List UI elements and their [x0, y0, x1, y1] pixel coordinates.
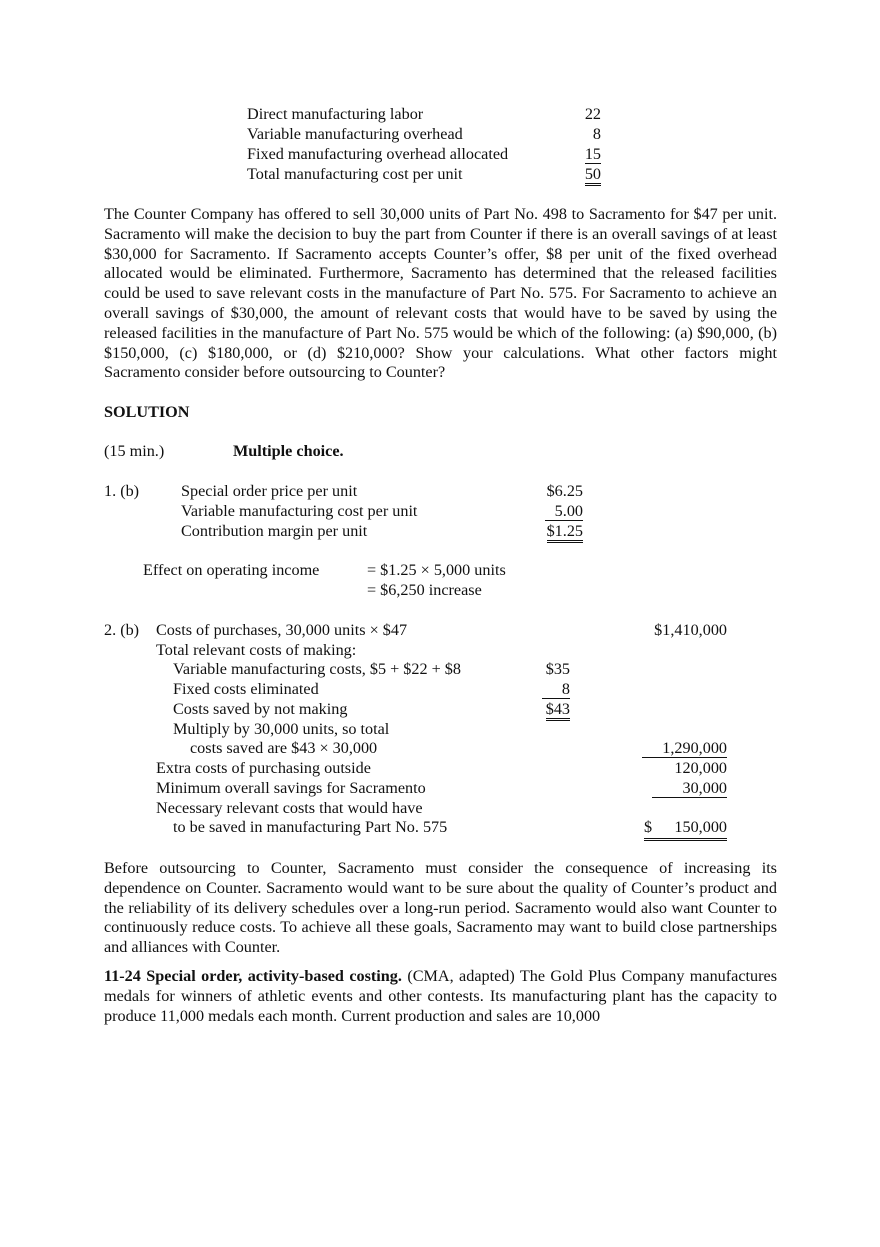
q1-label: Contribution margin per unit: [181, 522, 368, 540]
question-number: 1. (b): [104, 482, 140, 500]
necessary-label-1: Necessary relevant costs that would have: [156, 799, 423, 817]
cost-total-underlined: 50: [585, 165, 601, 186]
cost-label: Total manufacturing cost per unit: [247, 165, 463, 183]
cost-value: 22: [584, 105, 601, 123]
effect-line-1: = $1.25 × 5,000 units: [367, 561, 506, 579]
q1-total-underlined: $1.25: [547, 522, 583, 543]
necessary-label-2: to be saved in manufacturing Part No. 575: [173, 818, 448, 836]
extra-label: Extra costs of purchasing outside: [156, 759, 371, 777]
saved-value: [520, 700, 570, 720]
purchase-label: Costs of purchases, 30,000 units × $47: [156, 621, 408, 639]
multiply-value-underlined: 1,290,000: [642, 739, 727, 758]
multiply-label-1: Multiply by 30,000 units, so total: [173, 720, 390, 738]
fixed-value: [520, 680, 570, 700]
cost-value: [560, 145, 601, 165]
multiply-label-2: costs saved are $43 × 30,000: [190, 739, 378, 757]
fixed-value-underlined: 8: [542, 680, 570, 699]
conclusion-paragraph: Before outsourcing to Counter, Sacramento must consider the consequence of increasing its dependence on Counter. Sacramento would want to be sure about the quality of Counter’s product and the reliability of its delivery schedules over a long-run period. Sacramento would also want Counter to continuously reduce costs. To achieve all these goals, Sacramento may want to build close partnerships and alliances with Counter.: [104, 859, 777, 957]
min-savings-value: [620, 779, 727, 799]
variable-value: $35: [545, 660, 570, 678]
saved-label: Costs saved by not making: [173, 700, 348, 718]
min-savings-label: Minimum overall savings for Sacramento: [156, 779, 426, 797]
purchase-value: $1,410,000: [654, 621, 727, 639]
relevant-label: Total relevant costs of making:: [156, 641, 357, 659]
effect-line-2: = $6,250 increase: [367, 581, 482, 599]
next-problem-paragraph: [104, 967, 777, 1026]
cost-label: Fixed manufacturing overhead allocated: [247, 145, 509, 163]
extra-value: 120,000: [674, 759, 727, 777]
effect-label: Effect on operating income: [143, 561, 320, 579]
next-problem-title: 11-24 Special order, activity-based costing.: [104, 967, 402, 985]
cost-label: Direct manufacturing labor: [247, 105, 424, 123]
q1-value: $6.25: [546, 482, 583, 500]
necessary-amount: 150,000: [674, 818, 727, 836]
q1-value: [520, 502, 583, 522]
q1-label: Special order price per unit: [181, 482, 358, 500]
necessary-currency: $: [644, 818, 653, 836]
cost-label: Variable manufacturing overhead: [247, 125, 463, 143]
solution-heading: SOLUTION: [104, 403, 190, 421]
min-savings-underlined: 30,000: [652, 779, 727, 798]
multiply-value: [620, 739, 727, 759]
cost-value-underlined: 15: [584, 145, 601, 163]
problem-paragraph: The Counter Company has offered to sell 30,000 units of Part No. 498 to Sacramento for $47 per unit. Sacramento will make the decision to buy the part from Counter if there is an overall savings of at least $30,000 for Sacramento. If Sacramento accepts Counter’s offer, $8 per unit of the fixed overhead allocated would be eliminated. Furthermore, Sacramento has determined that the released facilities could be used to save relevant costs in the manufacture of Part No. 575. For Sacramento to achieve an overall savings of $30,000, the amount of relevant costs that would have to be saved by using the released facilities in the manufacture of Part No. 575 would be which of the following: (a) $90,000, (b) $150,000, (c) $180,000, or (d) $210,000? Show your calculations. What other factors might Sacramento consider before outsourcing to Counter?: [104, 205, 777, 382]
cost-total-value: [560, 165, 601, 185]
choice-heading: Multiple choice.: [233, 442, 344, 460]
next-problem-text: (CMA, adapted) The Gold Plus Company manufactures medals for winners of athletic events and other contests. Its manufacturing plant has the capacity to produce 11,000 medals each month. Current production and sales are 10,000: [104, 967, 777, 1025]
question-number: 2. (b): [104, 621, 140, 639]
cost-value: 8: [592, 125, 601, 143]
fixed-label: Fixed costs eliminated: [173, 680, 319, 698]
q1-value-underlined: 5.00: [545, 502, 583, 521]
variable-label: Variable manufacturing costs, $5 + $22 + $8: [173, 660, 461, 678]
necessary-value: [620, 818, 727, 841]
q1-total-value: [520, 522, 583, 542]
saved-value-underlined: $43: [546, 700, 570, 721]
necessary-value-underlined: [644, 818, 727, 841]
time-label: (15 min.): [104, 442, 165, 460]
q1-label: Variable manufacturing cost per unit: [181, 502, 418, 520]
